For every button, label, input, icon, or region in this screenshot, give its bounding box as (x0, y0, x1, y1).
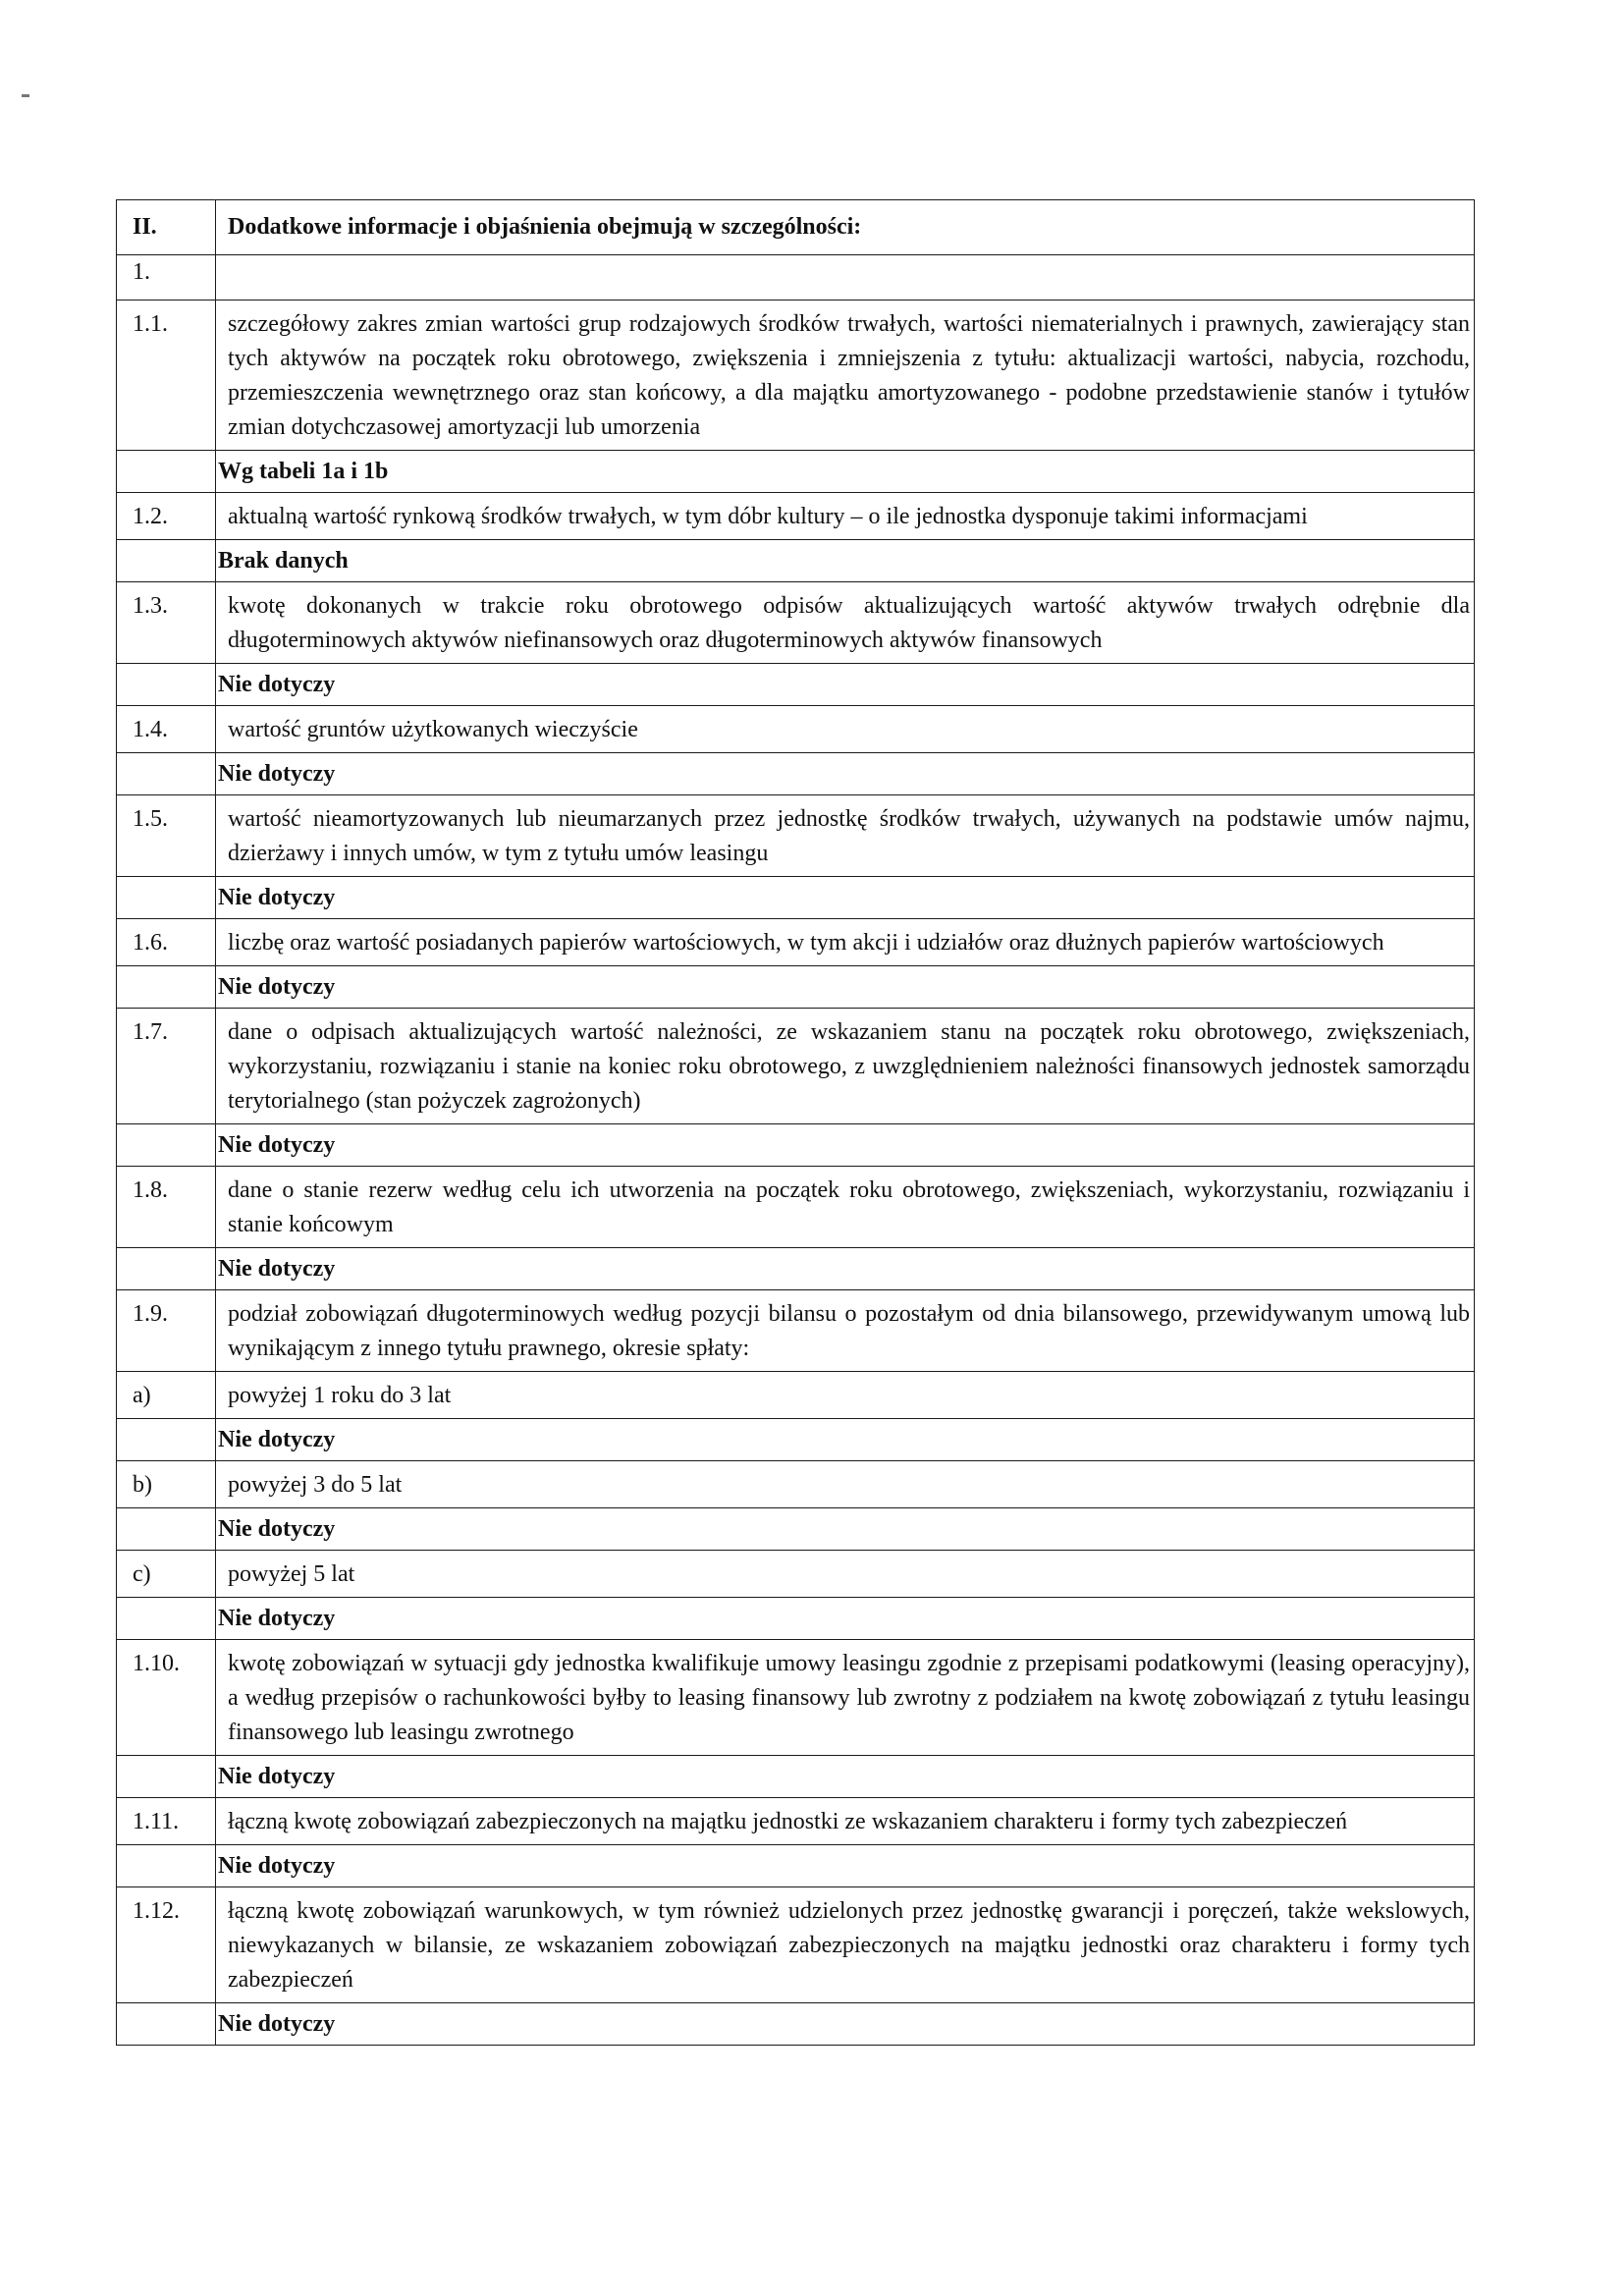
item-number: 1.7. (117, 1009, 216, 1124)
item-description: aktualną wartość rynkową środków trwałych, w tym dóbr kultury – o ile jednostka dysponuje takimi informacjami (216, 493, 1475, 540)
answer-number-cell (117, 664, 216, 706)
item-description: łączną kwotę zobowiązań warunkowych, w tym również udzielonych przez jednostkę gwarancji i poręczeń, także wekslowych, niewykazanych w bilansie, ze wskazaniem zobowiązań zabezpieczonych na majątku jednostki oraz charakteru i formy tych zabezpieczeń (216, 1887, 1475, 2003)
answer-number-cell (117, 753, 216, 795)
answer-number-cell (117, 1598, 216, 1640)
section-number: II. (117, 200, 216, 255)
item-description: dane o stanie rezerw według celu ich utworzenia na początek roku obrotowego, zwiększeniach, wykorzystaniu, rozwiązaniu i stanie końcowym (216, 1167, 1475, 1248)
group-number: 1. (117, 255, 216, 301)
item-number: 1.9. (117, 1290, 216, 1372)
answer-row (117, 753, 1475, 795)
answer-row (117, 1756, 1475, 1798)
item-row (117, 1887, 1475, 2003)
item-description: łączną kwotę zobowiązań zabezpieczonych na majątku jednostki ze wskazaniem charakteru i formy tych zabezpieczeń (216, 1798, 1475, 1845)
answer-number-cell (117, 2003, 216, 2046)
answer-number-cell (117, 1419, 216, 1461)
item-answer: Nie dotyczy (216, 877, 1475, 919)
item-answer: Nie dotyczy (216, 2003, 1475, 2046)
item-description: kwotę dokonanych w trakcie roku obrotowego odpisów aktualizujących wartość aktywów trwałych odrębnie dla długoterminowych aktywów niefinansowych oraz długoterminowych aktywów finansowych (216, 582, 1475, 664)
item-answer: Nie dotyczy (216, 753, 1475, 795)
answer-row (117, 1419, 1475, 1461)
item-number: b) (117, 1461, 216, 1508)
item-row (117, 706, 1475, 753)
item-number: 1.11. (117, 1798, 216, 1845)
item-row (117, 1551, 1475, 1598)
item-description: wartość gruntów użytkowanych wieczyście (216, 706, 1475, 753)
item-row (117, 1798, 1475, 1845)
answer-number-cell (117, 451, 216, 493)
item-number: 1.2. (117, 493, 216, 540)
answer-number-cell (117, 1756, 216, 1798)
answer-row (117, 877, 1475, 919)
item-row (117, 582, 1475, 664)
answer-row (117, 540, 1475, 582)
answer-number-cell (117, 877, 216, 919)
section-title: Dodatkowe informacje i objaśnienia obejmują w szczególności: (216, 200, 1475, 255)
answer-number-cell (117, 540, 216, 582)
disclosures-table-body (117, 200, 1475, 2046)
item-answer: Wg tabeli 1a i 1b (216, 451, 1475, 493)
item-row (117, 1009, 1475, 1124)
answer-row (117, 2003, 1475, 2046)
group-row (117, 255, 1475, 301)
answer-row (117, 966, 1475, 1009)
item-row (117, 301, 1475, 451)
answer-row (117, 1124, 1475, 1167)
answer-row (117, 1598, 1475, 1640)
answer-number-cell (117, 1508, 216, 1551)
item-number: 1.4. (117, 706, 216, 753)
item-answer: Nie dotyczy (216, 664, 1475, 706)
section-header-row (117, 200, 1475, 255)
item-row (117, 795, 1475, 877)
item-answer: Nie dotyczy (216, 1508, 1475, 1551)
answer-number-cell (117, 1248, 216, 1290)
item-number: 1.1. (117, 301, 216, 451)
answer-row (117, 1248, 1475, 1290)
answer-row (117, 451, 1475, 493)
item-answer: Nie dotyczy (216, 966, 1475, 1009)
item-number: a) (117, 1372, 216, 1419)
answer-number-cell (117, 966, 216, 1009)
scan-mark (22, 94, 29, 97)
item-number: 1.10. (117, 1640, 216, 1756)
item-answer: Nie dotyczy (216, 1248, 1475, 1290)
item-description: powyżej 5 lat (216, 1551, 1475, 1598)
item-row (117, 1372, 1475, 1419)
item-number: 1.6. (117, 919, 216, 966)
item-description: powyżej 1 roku do 3 lat (216, 1372, 1475, 1419)
disclosures-table (116, 199, 1475, 2046)
item-description: powyżej 3 do 5 lat (216, 1461, 1475, 1508)
item-number: 1.5. (117, 795, 216, 877)
item-number: 1.3. (117, 582, 216, 664)
answer-number-cell (117, 1845, 216, 1887)
group-empty-cell (216, 255, 1475, 301)
answer-row (117, 1845, 1475, 1887)
item-description: dane o odpisach aktualizujących wartość należności, ze wskazaniem stanu na początek roku obrotowego, zwiększeniach, wykorzystaniu, rozwiązaniu i stanie na koniec roku obrotowego, z uwzględnieniem należności finansowych jednostek samorządu terytorialnego (stan pożyczek zagrożonych) (216, 1009, 1475, 1124)
item-answer: Nie dotyczy (216, 1756, 1475, 1798)
item-row (117, 493, 1475, 540)
item-description: szczegółowy zakres zmian wartości grup rodzajowych środków trwałych, wartości niematerialnych i prawnych, zawierający stan tych aktywów na początek roku obrotowego, zwiększenia i zmniejszenia z tytułu: aktualizacji wartości, nabycia, rozchodu, przemieszczenia wewnętrznego oraz stan końcowy, a dla majątku amortyzowanego - podobne przedstawienie stanów i tytułów zmian dotychczasowej amortyzacji lub umorzenia (216, 301, 1475, 451)
item-answer: Nie dotyczy (216, 1845, 1475, 1887)
item-row (117, 1640, 1475, 1756)
item-row (117, 1290, 1475, 1372)
item-description: wartość nieamortyzowanych lub nieumarzanych przez jednostkę środków trwałych, używanych na podstawie umów najmu, dzierżawy i innych umów, w tym z tytułu umów leasingu (216, 795, 1475, 877)
answer-row (117, 1508, 1475, 1551)
item-number: 1.8. (117, 1167, 216, 1248)
item-row (117, 919, 1475, 966)
item-description: kwotę zobowiązań w sytuacji gdy jednostka kwalifikuje umowy leasingu zgodnie z przepisami podatkowymi (leasing operacyjny), a według przepisów o rachunkowości byłby to leasing finansowy lub zwrotny z podziałem na kwotę zobowiązań z tytułu leasingu finansowego lub leasingu zwrotnego (216, 1640, 1475, 1756)
item-row (117, 1461, 1475, 1508)
item-row (117, 1167, 1475, 1248)
item-number: 1.12. (117, 1887, 216, 2003)
item-answer: Nie dotyczy (216, 1124, 1475, 1167)
item-answer: Nie dotyczy (216, 1419, 1475, 1461)
item-description: podział zobowiązań długoterminowych według pozycji bilansu o pozostałym od dnia bilansowego, przewidywanym umową lub wynikającym z innego tytułu prawnego, okresie spłaty: (216, 1290, 1475, 1372)
item-number: c) (117, 1551, 216, 1598)
answer-number-cell (117, 1124, 216, 1167)
item-answer: Nie dotyczy (216, 1598, 1475, 1640)
item-description: liczbę oraz wartość posiadanych papierów wartościowych, w tym akcji i udziałów oraz dłużnych papierów wartościowych (216, 919, 1475, 966)
answer-row (117, 664, 1475, 706)
item-answer: Brak danych (216, 540, 1475, 582)
